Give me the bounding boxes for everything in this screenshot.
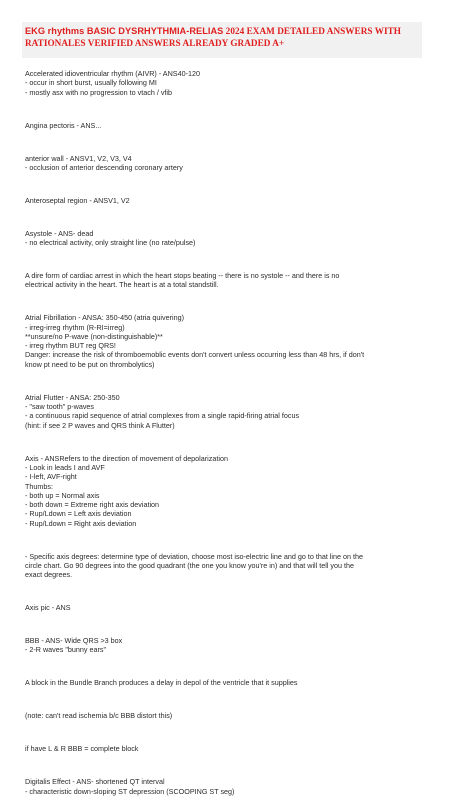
text-line: - irreg-irreg rhythm (R-RI=irreg) [25,322,125,332]
text-line: - Specific axis degrees: determine type of deviation, choose most iso-electric line and go to that line on the [25,551,363,561]
text-line: electrical activity in the heart. The heart is at a total standstill. [25,280,219,290]
text-line: if have L & R BBB = complete block [25,744,139,754]
text-line: - occur in short burst, usually following MI [25,78,157,88]
text-line: Atrial Fibrillation - ANSA: 350-450 (atria quivering) [25,313,184,323]
blank-line [25,104,455,113]
text-line: A block in the Bundle Branch produces a delay in depol of the ventricle that it supplies [25,678,298,688]
blank-line [25,761,455,770]
text-line: - both up = Normal axis [25,490,100,500]
text-line: - Rup/Ldown = Left axis deviation [25,509,132,519]
text-line: know pt need to be put on thrombolytics) [25,359,155,369]
text-line: (note: can't read ischemia b/c BBB distort this) [25,711,173,721]
text-line: - Rup/Ldown = Right axis deviation [25,518,137,528]
blank-line [25,137,455,146]
text-line: BBB - ANS- Wide QRS >3 box [25,636,123,646]
text-line: Danger: increase the risk of thromboemoblic events don't convert unless occurring less than 48 hrs, if don't [25,350,365,360]
blank-line [25,376,455,385]
blank-line [25,212,455,221]
text-line: Atrial Flutter - ANSA: 250-350 [25,392,120,402]
blank-line [25,620,455,629]
blank-line [25,535,455,544]
blank-line [25,179,455,188]
document-title [25,25,421,49]
text-line: Accelerated idioventricular rhythm (AIVR) - ANS40-120 [25,69,200,78]
blank-line [25,255,455,264]
text-line: - 2-R waves "bunny ears" [25,645,107,655]
text-line: - "saw tooth" p-waves [25,402,95,412]
text-line: **unsure/no P-wave (non-distinguishable)** [25,331,163,341]
text-line: Axis - ANSRefers to the direction of movement of depolarization [25,453,228,463]
text-line: Asystole - ANS- dead [25,228,94,238]
text-line: exact degrees. [25,570,73,580]
document-body [25,69,455,796]
title-part-sans: EKG rhythms BASIC DYSRHYTHMIA-RELIAS [25,26,224,36]
blank-line [25,587,455,596]
text-line: - characteristic down-sloping ST depression (SCOOPING ST seg) [25,786,235,796]
blank-line [25,728,455,737]
text-line: - no electrical activity, only straight line (no rate/pulse) [25,238,196,248]
text-line: A dire form of cardiac arrest in which the heart stops beating -- there is no systole -- and there is no [25,271,340,281]
blank-line [25,297,455,306]
text-line: (hint: if see 2 P waves and QRS think A Flutter) [25,420,175,430]
text-line: Thumbs: [25,481,53,491]
title-part-serif: 2024 EXAM DETAILED ANSWERS WITH [223,26,401,36]
title-line-2: RATIONALES VERIFIED ANSWERS ALREADY GRADED A+ [25,38,285,48]
blank-line [25,695,455,704]
text-line: Anteroseptal region - ANSV1, V2 [25,195,130,205]
text-line: Angina pectoris - ANS... [25,120,102,130]
text-line: circle chart. Go 90 degrees into the good quadrant (the one you know you're in) and that will tell you the [25,560,355,570]
text-line: Axis pic - ANS [25,603,71,613]
blank-line [25,437,455,446]
text-line: - irreg rhythm BUT reg QRS! [25,341,116,351]
text-line: - both down = Extreme right axis deviation [25,500,160,510]
text-line: - a continuous rapid sequence of atrial complexes from a single rapid-firing atrial focus [25,411,300,421]
text-line: - I-left, AVF-right [25,472,77,482]
text-line: anterior wall - ANSV1, V2, V3, V4 [25,153,132,163]
text-line: Digitalis Effect - ANS- shortened QT interval [25,777,165,787]
text-line: - Look in leads I and AVF [25,462,105,472]
blank-line [25,662,455,671]
text-line: - occlusion of anterior descending coronary artery [25,162,183,172]
text-line: - mostly asx with no progression to vtach / vfib [25,87,173,97]
